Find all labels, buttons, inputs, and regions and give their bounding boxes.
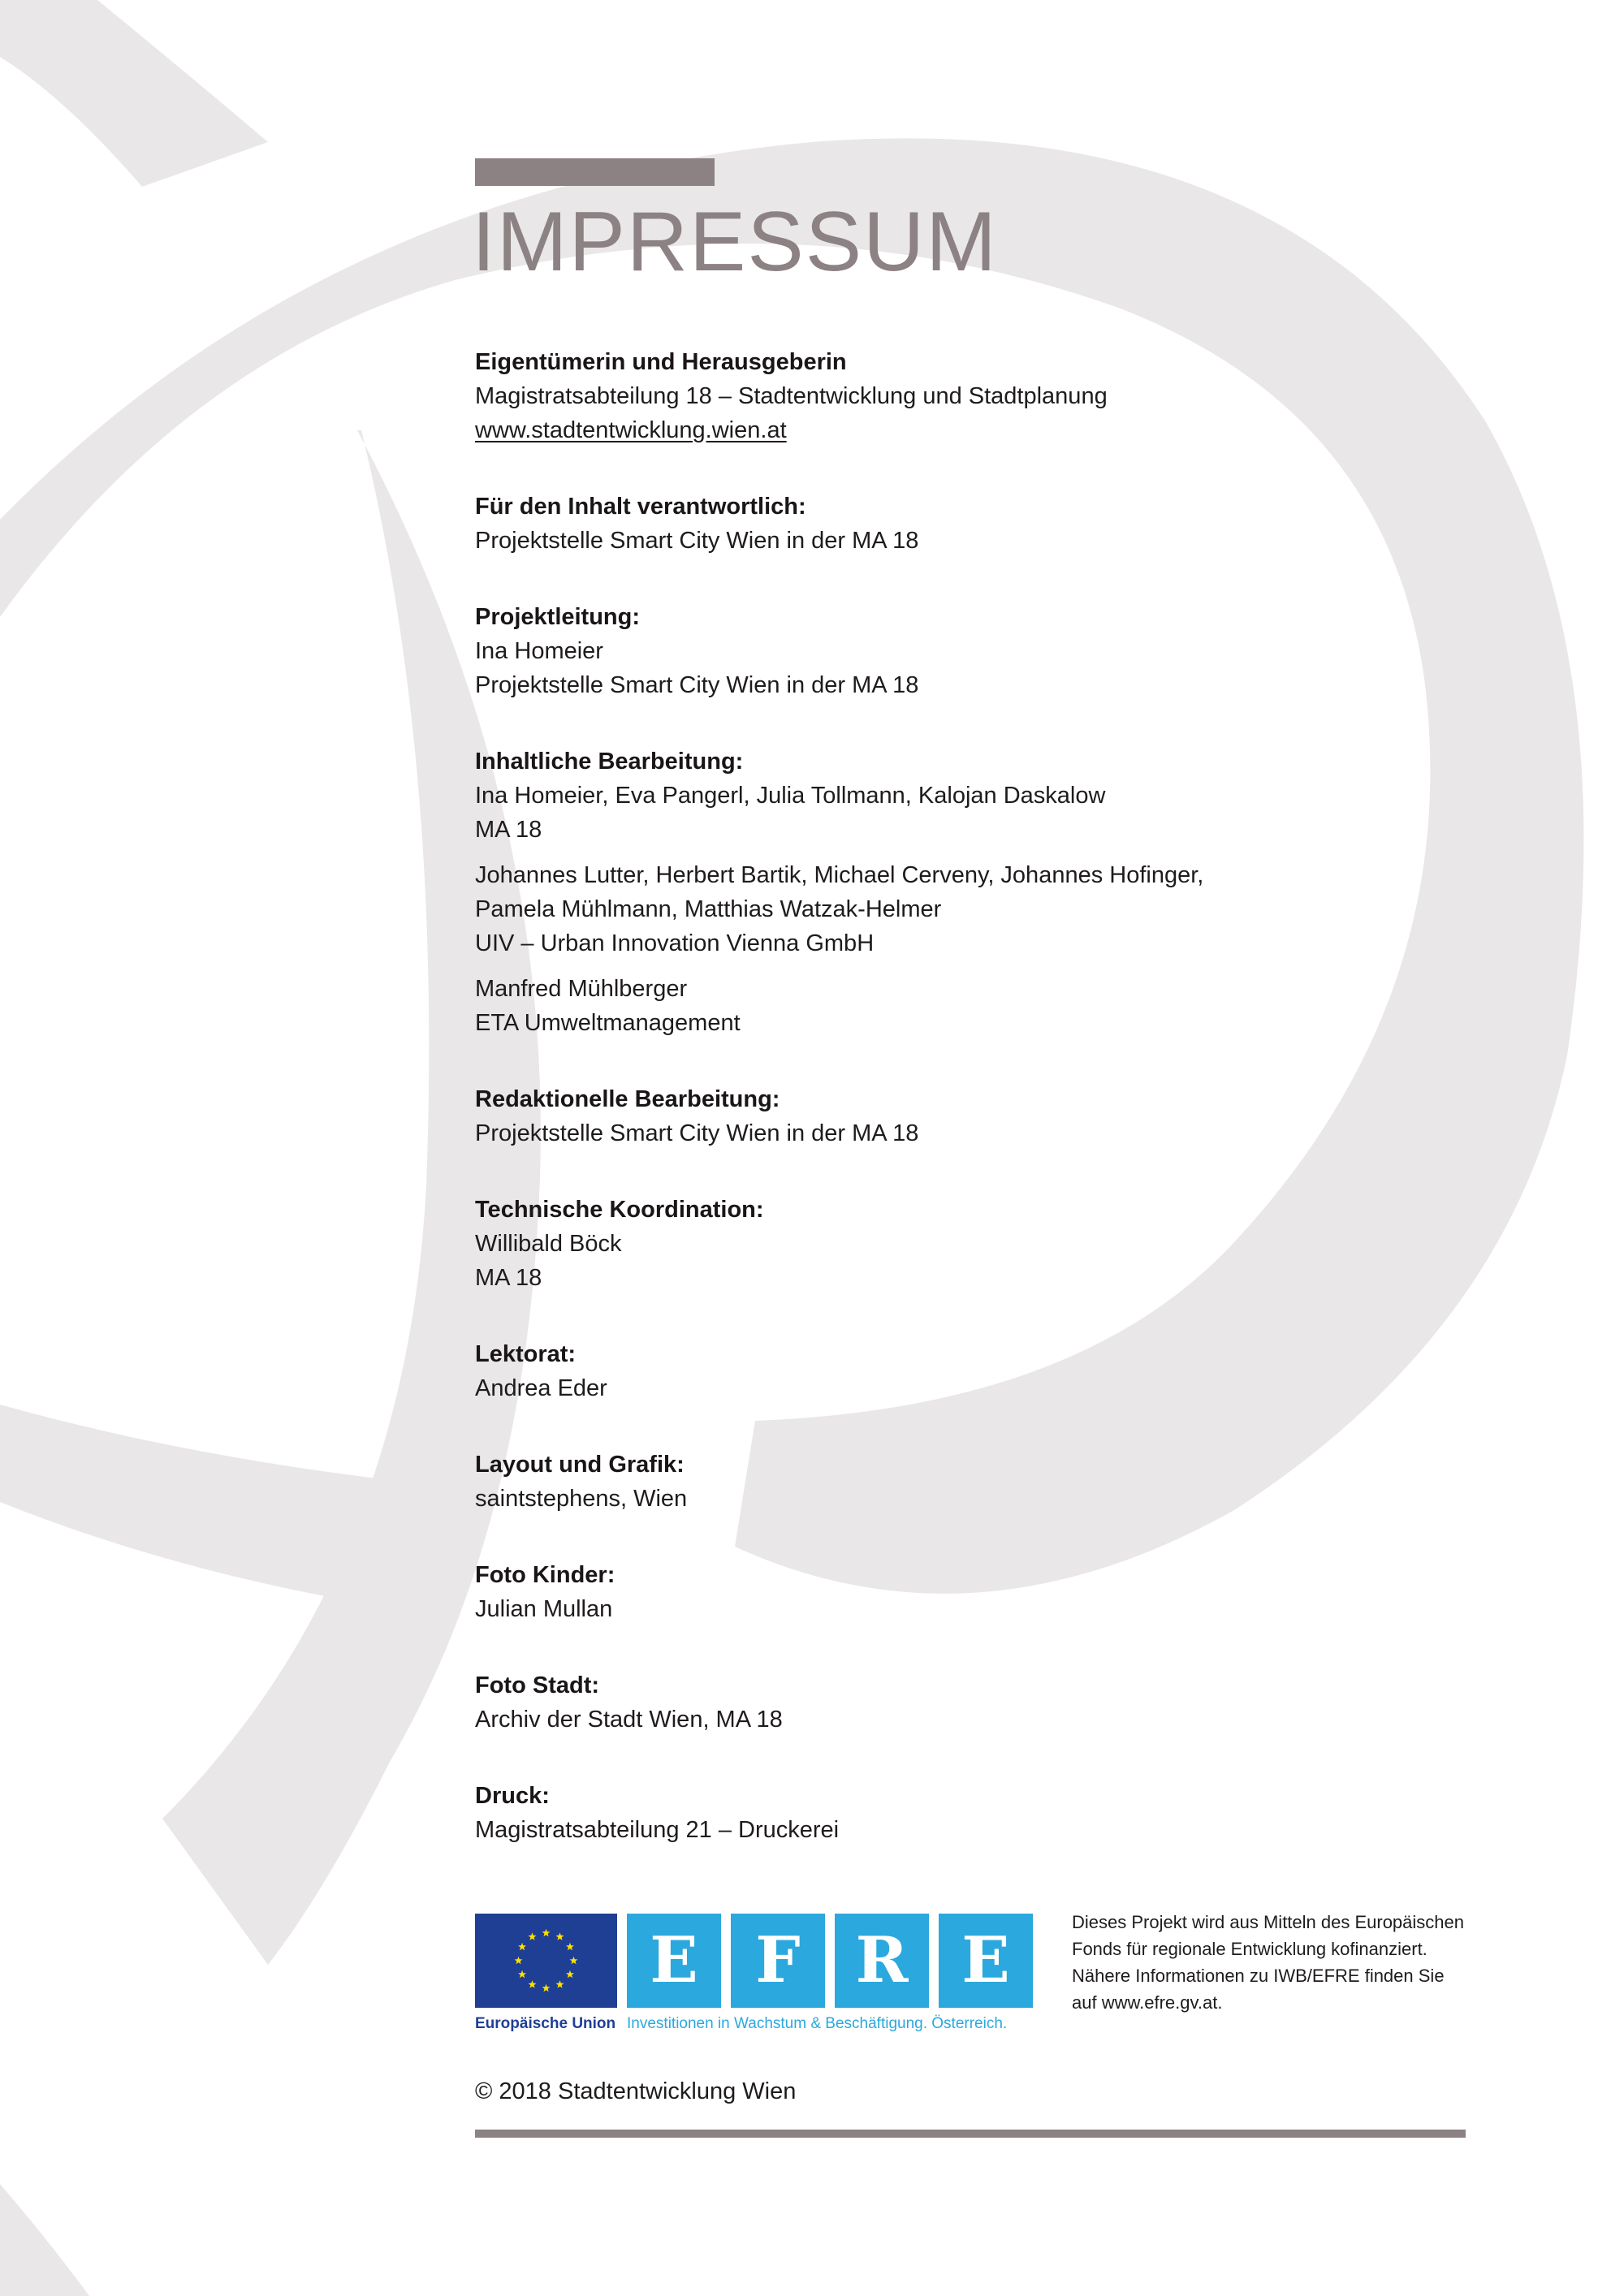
section-line: Projektstelle Smart City Wien in der MA 18 — [475, 1120, 919, 1146]
funding-note-line: Nähere Informationen zu IWB/EFRE finden Sie — [1072, 1966, 1445, 1986]
section-group — [475, 1703, 1482, 1737]
section-line: MA 18 — [475, 1265, 542, 1291]
funding-note-line: auf www.efre.gv.at. — [1072, 1992, 1223, 2013]
efre-logo — [627, 1914, 1033, 2008]
section-group — [475, 858, 1482, 960]
section-group — [475, 379, 1482, 413]
impressum-sections — [475, 345, 1482, 1889]
section-heading: Projektleitung: — [475, 604, 641, 630]
funding-block — [475, 1914, 1470, 2044]
efre-letter-tile: E — [939, 1914, 1033, 2008]
impressum-section — [475, 1668, 1482, 1737]
section-line: Julian Mullan — [475, 1596, 613, 1622]
bottom-rule — [475, 2130, 1466, 2138]
eu-caption: Europäische Union — [475, 2015, 616, 2032]
efre-letter-tile: E — [627, 1914, 721, 2008]
section-heading: Foto Stadt: — [475, 1672, 600, 1698]
website-link[interactable]: www.stadtentwicklung.wien.at — [475, 417, 787, 443]
section-line: Ina Homeier, Eva Pangerl, Julia Tollmann, Kalojan Daskalow — [475, 783, 1106, 809]
section-heading: Inhaltliche Bearbeitung: — [475, 749, 744, 775]
section-group — [475, 524, 1482, 558]
title-accent-bar — [475, 158, 715, 186]
efre-letter-tile: R — [835, 1914, 929, 2008]
section-group — [475, 1482, 1482, 1516]
section-group — [475, 972, 1482, 1040]
section-heading: Foto Kinder: — [475, 1562, 615, 1588]
impressum-section — [475, 1779, 1482, 1847]
section-group — [475, 1116, 1482, 1150]
section-line: MA 18 — [475, 817, 542, 843]
funding-note-line: Dieses Projekt wird aus Mitteln des Europäischen — [1072, 1912, 1465, 1932]
section-line: Ina Homeier — [475, 638, 603, 664]
section-line: Projektstelle Smart City Wien in der MA 18 — [475, 528, 919, 554]
impressum-section — [475, 345, 1482, 447]
impressum-section — [475, 600, 1482, 702]
section-line: Johannes Lutter, Herbert Bartik, Michael Cerveny, Johannes Hofinger, — [475, 862, 1204, 888]
section-line: ETA Umweltmanagement — [475, 1010, 741, 1036]
copyright-notice: © 2018 Stadtentwicklung Wien — [475, 2078, 797, 2104]
section-heading: Lektorat: — [475, 1341, 577, 1367]
section-heading: Layout und Grafik: — [475, 1452, 685, 1478]
funding-note — [1072, 1909, 1494, 2016]
section-group — [475, 634, 1482, 702]
eu-flag-icon — [475, 1914, 617, 2008]
section-line: UIV – Urban Innovation Vienna GmbH — [475, 930, 875, 956]
section-line: Pamela Mühlmann, Matthias Watzak-Helmer — [475, 896, 942, 922]
section-heading: Für den Inhalt verantwortlich: — [475, 494, 806, 520]
impressum-section — [475, 744, 1482, 1040]
section-line: saintstephens, Wien — [475, 1486, 688, 1512]
efre-letter-tile: F — [731, 1914, 825, 2008]
page-title: IMPRESSUM — [472, 195, 998, 289]
section-heading: Eigentümerin und Herausgeberin — [475, 349, 847, 375]
efre-caption: Investitionen in Wachstum & Beschäftigung. Österreich. — [627, 2015, 1008, 2032]
section-heading: Technische Koordination: — [475, 1197, 764, 1223]
impressum-section — [475, 1337, 1482, 1405]
section-group — [475, 1227, 1482, 1295]
funding-note-line: Fonds für regionale Entwicklung kofinanziert. — [1072, 1939, 1427, 1959]
impressum-section — [475, 1193, 1482, 1295]
section-group — [475, 779, 1482, 847]
section-line: Magistratsabteilung 18 – Stadtentwicklung und Stadtplanung — [475, 383, 1108, 409]
section-line: Projektstelle Smart City Wien in der MA 18 — [475, 672, 919, 698]
section-line: Magistratsabteilung 21 – Druckerei — [475, 1817, 840, 1843]
section-group — [475, 1371, 1482, 1405]
impressum-section — [475, 1082, 1482, 1150]
section-heading: Redaktionelle Bearbeitung: — [475, 1086, 780, 1112]
section-line: Manfred Mühlberger — [475, 976, 688, 1002]
section-line: Willibald Böck — [475, 1231, 622, 1257]
section-group — [475, 1592, 1482, 1626]
impressum-section — [475, 1448, 1482, 1516]
section-heading: Druck: — [475, 1783, 550, 1809]
impressum-section — [475, 1558, 1482, 1626]
impressum-section — [475, 490, 1482, 558]
section-group — [475, 1813, 1482, 1847]
section-line: Archiv der Stadt Wien, MA 18 — [475, 1707, 783, 1733]
section-line: Andrea Eder — [475, 1375, 607, 1401]
